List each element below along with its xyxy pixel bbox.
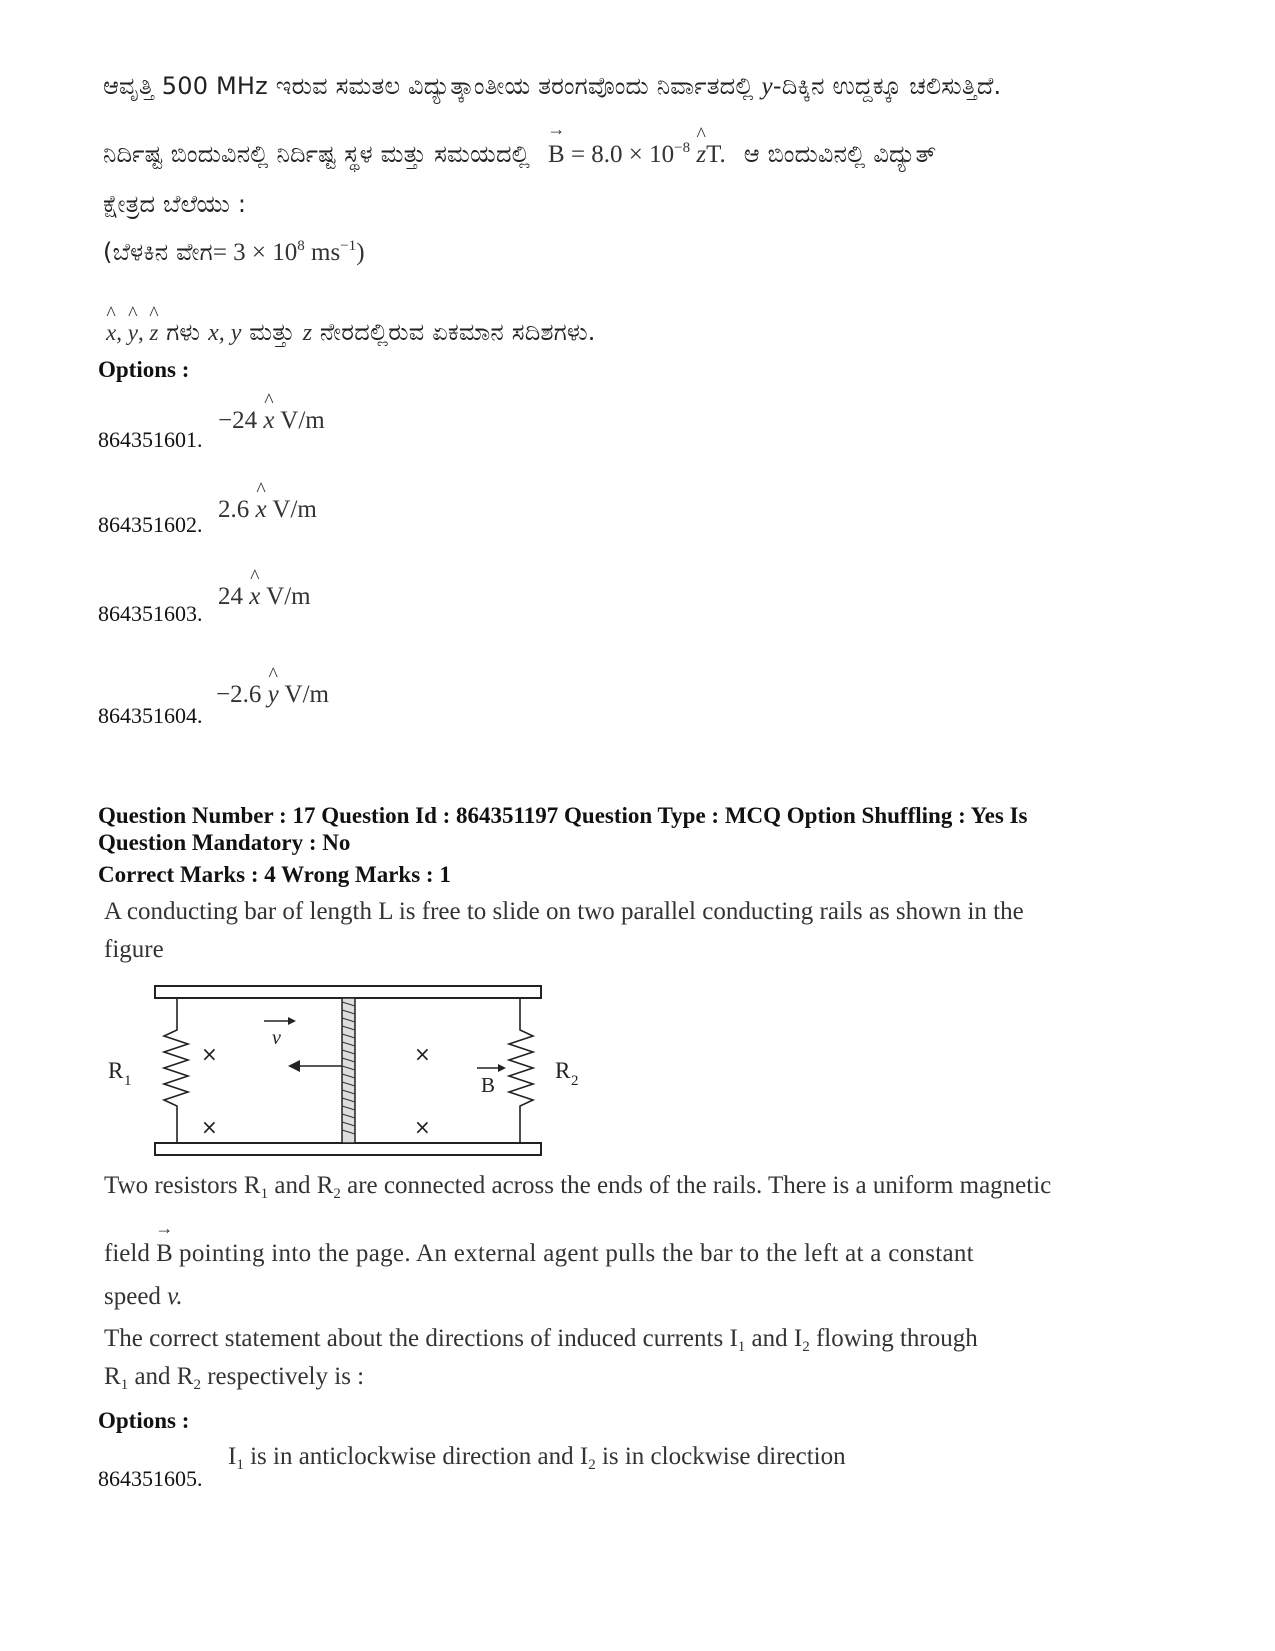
option-id: 864351603. — [98, 601, 203, 626]
bottom-rail — [155, 1143, 541, 1155]
text-span: The correct statement about the directions of induced currents I — [104, 1325, 738, 1352]
velocity-label: v — [272, 1027, 281, 1049]
q16-speed-unit: ms — [311, 239, 341, 266]
q16-speed-label: (ಬೆಳಕಿನ ವೇಗ — [103, 238, 213, 266]
option-unit: V/m — [272, 496, 317, 523]
q16-unit-y: ^ y — [128, 320, 138, 346]
q16-note-vars: x, y — [208, 320, 242, 346]
q16-line-1-text-a: ಆವೃತ್ತಿ 500 MHz ಇರುವ ಸಮತಲ ವಿದ್ಯುತ್ಕಾಂತೀಯ ತರಂಗವೊಂದು ನಿರ್ವಾತದಲ್ಲಿ — [103, 72, 762, 100]
cross-mark: × — [201, 1115, 218, 1139]
q16-line-2-text-b: ಆ ಬಿಂದುವಿನಲ್ಲಿ ವಿದ್ಯುತ್ — [743, 140, 937, 168]
subscript: 2 — [802, 1339, 810, 1355]
r1-label: R — [108, 1058, 124, 1083]
q16-speed-unit-exponent: −1 — [340, 238, 357, 254]
cross-mark: × — [414, 1115, 431, 1139]
option-coefficient: 24 — [218, 583, 243, 610]
q16-note-c: ನೇರದಲ್ಲಿರುವ ಏಕಮಾನ ಸದಿಶಗಳು. — [312, 318, 596, 346]
subscript: 2 — [193, 1377, 201, 1393]
r2-label: R — [555, 1058, 571, 1083]
subscript: 1 — [120, 1377, 129, 1393]
q17-paragraph-6 — [104, 1363, 364, 1394]
option-coefficient: 2.6 — [218, 496, 250, 523]
q17-paragraph-3 — [104, 1240, 974, 1268]
q16-speed-expression — [213, 239, 365, 266]
q16-unit-vector: ^ z — [696, 141, 706, 169]
q16-sep-2: , — [137, 320, 144, 345]
option-coefficient: −2.6 — [216, 681, 262, 708]
option-value[interactable] — [216, 681, 329, 709]
option-unit-vector: ^ x — [249, 583, 260, 611]
q16-speed-exponent: 8 — [297, 238, 305, 254]
subscript: 1 — [260, 1186, 269, 1202]
q17-paragraph-1-line-2: figure — [104, 936, 164, 963]
r2-subscript: 2 — [571, 1073, 579, 1089]
q16-field-symbol: → B — [548, 141, 565, 169]
q16-unit-z: ^ z — [149, 320, 158, 346]
b-vector-arrowhead — [498, 1064, 506, 1072]
text-span: are connected across the ends of the rails. There is a uniform magnetic — [340, 1172, 1052, 1199]
text-span: and R — [268, 1172, 334, 1199]
q16-field-unit: T. — [706, 141, 726, 168]
option-coefficient: −24 — [218, 407, 258, 434]
text-span: flowing through — [809, 1325, 978, 1352]
q16-options-label: Options : — [98, 357, 190, 382]
text-span: respectively is : — [200, 1363, 365, 1390]
q16-unit-x: ^ x — [106, 320, 116, 346]
option-unit: V/m — [284, 681, 329, 708]
velocity-vector-arrowhead — [288, 1017, 296, 1025]
option-unit: V/m — [280, 407, 325, 434]
cross-mark: × — [414, 1042, 431, 1066]
q16-line-1 — [103, 72, 1001, 101]
q16-sep-1: , — [116, 320, 122, 345]
q16-line-3: ಕ್ಷೇತ್ರದ ಬೆಲೆಯು : — [103, 190, 247, 218]
q16-field-value: = 8.0 × 10 — [570, 141, 675, 168]
q16-unit-vector-note — [106, 318, 596, 347]
option-unit-vector: ^ y — [268, 681, 279, 709]
q16-speed-close: ) — [356, 239, 365, 266]
option-unit-vector: ^ x — [263, 407, 274, 435]
q17-paragraph-5 — [104, 1325, 978, 1356]
q16-speed-value: = 3 × 10 — [212, 239, 298, 266]
text-span: and R — [128, 1363, 194, 1390]
b-field-symbol: → B — [156, 1240, 173, 1268]
q16-note-b: ಮತ್ತು — [241, 318, 303, 346]
option-id: 864351602. — [98, 512, 203, 537]
q17-meta-line-2: Question Mandatory : No — [98, 830, 351, 855]
text-span: pointing into the page. An external agent pulls the bar to the left at a constant — [179, 1240, 974, 1267]
option-value[interactable] — [218, 583, 311, 611]
q16-unit-vectors — [106, 320, 158, 345]
q16-magnetic-field-expression — [548, 141, 726, 168]
speed-symbol: v. — [167, 1283, 183, 1310]
q16-direction-var: y — [761, 73, 773, 100]
text-span: R — [104, 1363, 121, 1390]
option-id: 864351605. — [98, 1466, 203, 1491]
text-span: is in anticlockwise direction and I — [243, 1443, 589, 1470]
q16-speed-of-light — [103, 238, 365, 267]
rail-circuit-figure — [100, 980, 600, 1165]
text-span: speed — [104, 1283, 168, 1310]
cross-mark: × — [201, 1042, 218, 1066]
text-span: and I — [745, 1325, 803, 1352]
q16-line-2 — [103, 140, 936, 169]
subscript: 1 — [737, 1339, 746, 1355]
option-value[interactable] — [218, 496, 317, 524]
text-span: is in clockwise direction — [595, 1443, 846, 1470]
q17-options-label: Options : — [98, 1408, 190, 1433]
q17-meta-line-3: Correct Marks : 4 Wrong Marks : 1 — [98, 862, 451, 887]
subscript: 2 — [333, 1186, 341, 1202]
q17-paragraph-1-line-1: A conducting bar of length L is free to slide on two parallel conducting rails as shown in the — [104, 898, 1024, 925]
option-id: 864351604. — [98, 703, 203, 728]
text-span: I — [228, 1443, 237, 1470]
subscript: 2 — [588, 1457, 596, 1473]
q17-paragraph-2 — [104, 1172, 1051, 1203]
resistor-r2 — [509, 998, 533, 1143]
q16-line-2-text-a: ನಿರ್ದಿಷ್ಟ ಬಿಂದುವಿನಲ್ಲಿ ನಿರ್ದಿಷ್ಟ ಸ್ಥಳ ಮತ್ತು ಸಮಯದಲ್ಲಿ — [103, 140, 530, 168]
q17-meta-line-1: Question Number : 17 Question Id : 864351197 Question Type : MCQ Option Shuffling : Yes Is — [98, 803, 1028, 828]
q16-line-1-text-b: -ದಿಕ್ಕಿನ ಉದ್ದಕ್ಕೂ ಚಲಿಸುತ್ತಿದೆ. — [772, 72, 1002, 100]
text-span: Two resistors R — [104, 1172, 261, 1199]
q17-paragraph-4 — [104, 1283, 183, 1311]
r1-subscript: 1 — [124, 1073, 132, 1089]
q16-field-exponent: −8 — [674, 140, 691, 156]
option-value[interactable] — [218, 407, 325, 435]
resistor-r1 — [164, 998, 188, 1143]
subscript: 1 — [236, 1457, 244, 1473]
option-unit-vector: ^ x — [256, 496, 267, 524]
option-id: 864351601. — [98, 427, 203, 452]
q16-note-z: z — [302, 320, 313, 346]
top-rail — [155, 986, 541, 998]
option-unit: V/m — [266, 583, 311, 610]
q16-note-a: ಗಳು — [158, 318, 209, 346]
b-field-label: B — [481, 1073, 496, 1097]
text-span: field — [104, 1240, 150, 1267]
pull-arrowhead — [288, 1060, 300, 1072]
option-value[interactable] — [228, 1443, 846, 1474]
